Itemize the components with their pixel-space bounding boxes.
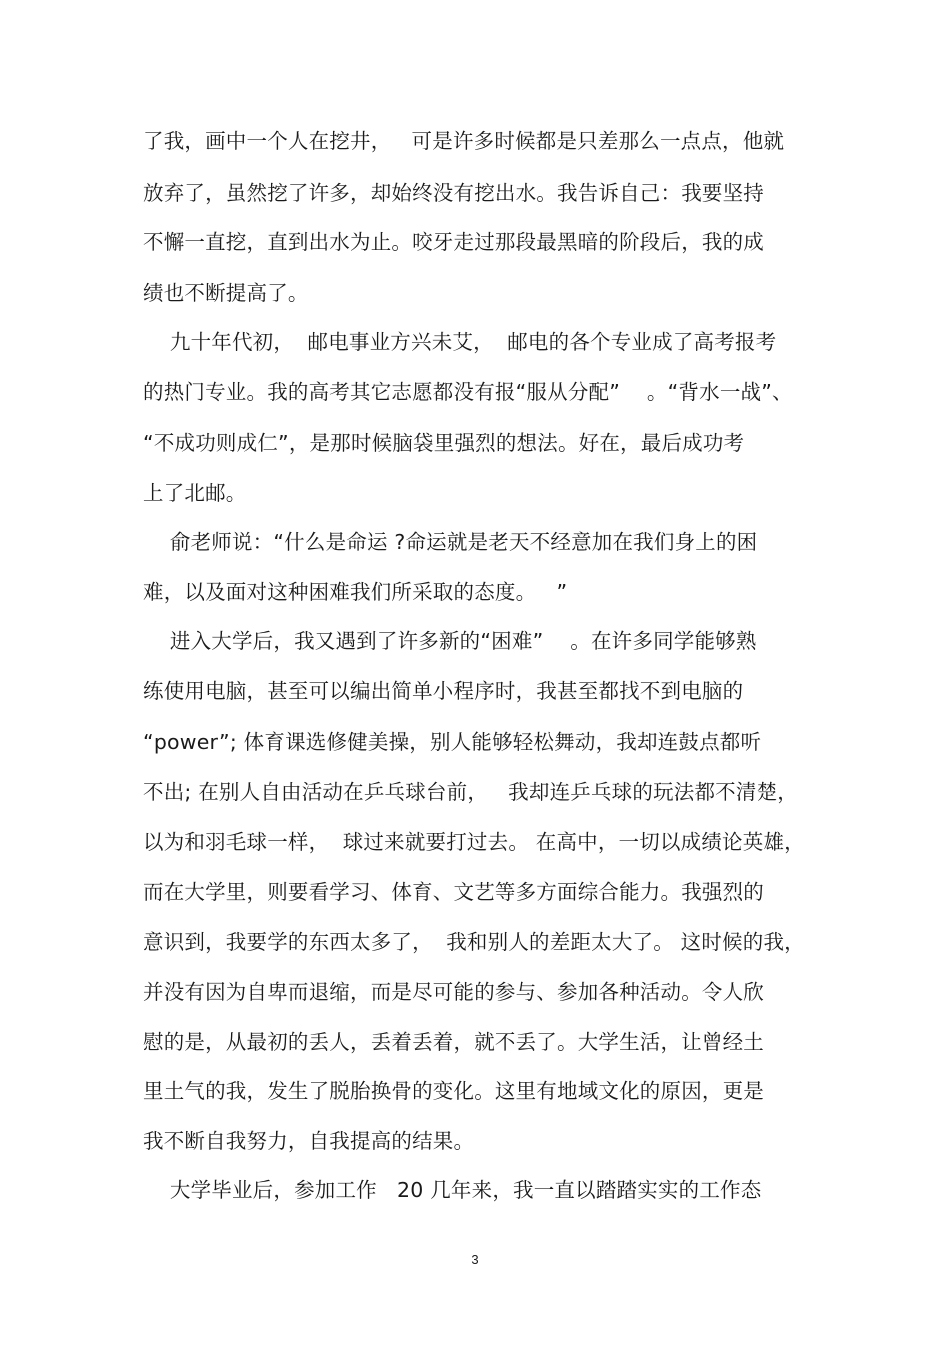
text-line: 上了北邮。 (143, 481, 247, 505)
text-line: 九十年代初， 邮电事业方兴未艾， 邮电的各个专业成了高考报考 (143, 330, 777, 354)
text-line: 里土气的我，发生了脱胎换骨的变化。这里有地域文化的原因，更是 (143, 1079, 764, 1103)
text-line: 了我，画中一个人在挖井， 可是许多时候都是只差那么一点点，他就 (143, 129, 785, 153)
text-line: 意识到，我要学的东西太多了， 我和别人的差距太大了。 这时候的我， (143, 930, 805, 954)
text-line: 放弃了，虽然挖了许多，却始终没有挖出水。我告诉自己：我要坚持 (143, 181, 764, 205)
text-line: “power”; 体育课选修健美操，别人能够轻松舞动，我却连鼓点都听 (143, 730, 762, 754)
text-line: “不成功则成仁”，是那时候脑袋里强烈的想法。好在，最后成功考 (143, 431, 745, 455)
page-number: 3 (471, 1252, 479, 1267)
text-line: 不出; 在别人自由活动在乒乓球台前， 我却连乒乓球的玩法都不清楚， (143, 780, 798, 804)
text-line: 大学毕业后，参加工作 20 几年来，我一直以踏踏实实的工作态 (143, 1178, 762, 1202)
text-line: 以为和羽毛球一样， 球过来就要打过去。 在高中，一切以成绩论英雄， (143, 830, 805, 854)
text-line: 进入大学后，我又遇到了许多新的“困难” 。在许多同学能够熟 (143, 629, 757, 653)
text-line: 而在大学里，则要看学习、体育、文艺等多方面综合能力。我强烈的 (143, 880, 764, 904)
text-line: 我不断自我努力，自我提高的结果。 (143, 1129, 475, 1153)
text-line: 不懈一直挖，直到出水为止。咬牙走过那段最黑暗的阶段后，我的成 (143, 230, 764, 254)
text-line: 难，以及面对这种困难我们所采取的态度。 ” (143, 580, 568, 604)
text-line: 并没有因为自卑而退缩，而是尽可能的参与、参加各种活动。令人欣 (143, 980, 764, 1004)
text-line: 绩也不断提高了。 (143, 281, 309, 305)
text-line: 俞老师说：“什么是命运 ?命运就是老天不经意加在我们身上的困 (143, 530, 758, 554)
text-line: 练使用电脑，甚至可以编出简单小程序时，我甚至都找不到电脑的 (143, 679, 744, 703)
text-line: 慰的是，从最初的丢人，丢着丢着，就不丢了。大学生活，让曾经土 (143, 1030, 764, 1054)
text-line: 的热门专业。我的高考其它志愿都没有报“服从分配” 。“背水一战”、 (143, 380, 793, 404)
